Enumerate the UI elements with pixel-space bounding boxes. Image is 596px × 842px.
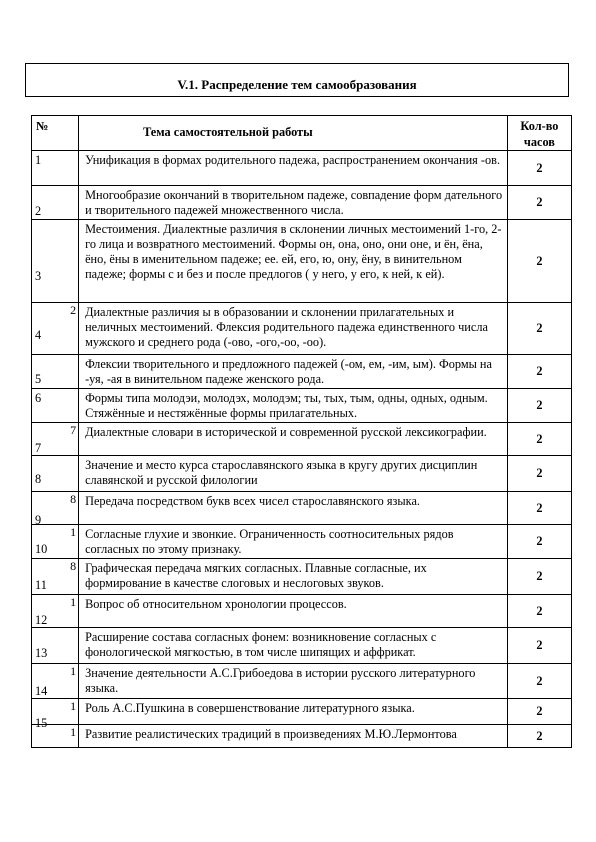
row-number-cell xyxy=(32,220,79,303)
topic-cell xyxy=(79,595,508,628)
topic-text: Формы типа молодэи, молодэх, молодэм; ты, тых, тым, одны, одных, одным. Стяжённые и нестяжённые формы прилагательных. xyxy=(85,391,488,420)
table-row xyxy=(32,525,572,559)
hours-cell: 2 xyxy=(507,664,571,699)
table-row xyxy=(32,699,572,725)
topic-cell xyxy=(79,303,508,355)
row-mark: 2 xyxy=(70,303,77,317)
topic-cell xyxy=(79,492,508,525)
hours-cell: 2 xyxy=(507,559,571,595)
header-topic: Тема самостоятельной работы xyxy=(79,116,508,151)
row-number: 1 xyxy=(35,153,42,167)
row-number-cell xyxy=(32,525,79,559)
row-number: 13 xyxy=(35,646,48,660)
topic-text: Согласные глухие и звонкие. Ограниченность соотносительных рядов согласных по этому признаку. xyxy=(85,527,454,556)
row-mark: 1 xyxy=(70,699,77,713)
topic-cell xyxy=(79,725,508,748)
table-row xyxy=(32,355,572,389)
topic-cell xyxy=(79,664,508,699)
topic-cell xyxy=(79,559,508,595)
topic-cell xyxy=(79,389,508,423)
table-row xyxy=(32,186,572,220)
row-mark: 1 xyxy=(70,595,77,609)
topic-cell xyxy=(79,423,508,456)
topic-text: Значение и место курса старославянского языка в кругу других дисциплин славянской и русской филологии xyxy=(85,458,478,487)
row-number: 3 xyxy=(35,269,42,283)
row-number: 6 xyxy=(35,391,42,405)
hours-cell: 2 xyxy=(507,492,571,525)
row-number-cell xyxy=(32,595,79,628)
table-row xyxy=(32,220,572,303)
row-number: 10 xyxy=(35,542,48,556)
row-number-cell xyxy=(32,456,79,492)
topic-cell xyxy=(79,220,508,303)
hours-cell: 2 xyxy=(507,725,571,748)
row-number: 4 xyxy=(35,328,42,342)
table-row xyxy=(32,628,572,664)
table-row xyxy=(32,559,572,595)
topic-text: Диалектные различия ы в образовании и склонении прилагательных и неличных местоимений. Флексия родительного падежа единственного числа мужского и среднего рода (-ово, -ого,-оо, -оо). xyxy=(85,305,488,349)
topic-text: Графическая передача мягких согласных. Плавные согласные, их формирование в качестве слоговых и неслоговых звуков. xyxy=(85,561,427,590)
table-row xyxy=(32,423,572,456)
topic-cell xyxy=(79,355,508,389)
topics-table xyxy=(31,115,572,748)
table-row xyxy=(32,456,572,492)
hours-cell: 2 xyxy=(507,525,571,559)
row-mark: 1 xyxy=(70,725,77,739)
hours-cell: 2 xyxy=(507,389,571,423)
row-mark: 1 xyxy=(70,525,77,539)
row-number-cell xyxy=(32,725,79,748)
topic-text: Значение деятельности А.С.Грибоедова в истории русского литературного языка. xyxy=(85,666,476,695)
row-number-cell xyxy=(32,628,79,664)
table-row xyxy=(32,595,572,628)
hours-cell: 2 xyxy=(507,423,571,456)
row-number-cell xyxy=(32,303,79,355)
row-number-cell xyxy=(32,186,79,220)
hours-cell: 2 xyxy=(507,456,571,492)
topic-cell xyxy=(79,186,508,220)
row-number-cell xyxy=(32,355,79,389)
hours-cell: 2 xyxy=(507,628,571,664)
table-header-row xyxy=(32,116,572,151)
topic-text: Развитие реалистических традиций в произведениях М.Ю.Лермонтова xyxy=(85,727,457,741)
hours-cell: 2 xyxy=(507,355,571,389)
hours-cell: 2 xyxy=(507,186,571,220)
page-title: V.1. Распределение тем самообразования xyxy=(177,77,417,92)
hours-cell: 2 xyxy=(507,151,571,186)
topic-text: Многообразие окончаний в творительном падеже, совпадение форм дательного и творительного падежей множественного числа. xyxy=(85,188,503,217)
hours-cell: 2 xyxy=(507,303,571,355)
table-row xyxy=(32,492,572,525)
row-number: 14 xyxy=(35,684,48,698)
row-number: 2 xyxy=(35,204,42,218)
row-mark: 1 xyxy=(70,664,77,678)
row-number: 8 xyxy=(35,472,42,486)
table-row xyxy=(32,303,572,355)
topic-text: Унификация в формах родительного падежа, распространением окончания -ов. xyxy=(85,153,501,167)
topic-cell xyxy=(79,628,508,664)
row-number-cell xyxy=(32,423,79,456)
topic-text: Вопрос об относительном хронологии процессов. xyxy=(85,597,347,611)
topic-text: Расширение состава согласных фонем: возникновение согласных с фонологической мягкостью, в том числе шипящих и аффрикат. xyxy=(85,630,437,659)
topic-text: Передача посредством букв всех чисел старославянского языка. xyxy=(85,494,420,508)
table-row xyxy=(32,389,572,423)
table-row xyxy=(32,664,572,699)
hours-cell: 2 xyxy=(507,595,571,628)
topic-text: Роль А.С.Пушкина в совершенствование литературного языка. xyxy=(85,701,415,715)
row-number: 11 xyxy=(35,578,47,592)
row-number-cell xyxy=(32,699,79,730)
table-row xyxy=(32,725,572,748)
hours-cell: 2 xyxy=(507,220,571,303)
table-row xyxy=(32,151,572,186)
topic-text: Диалектные словари в исторической и современной русской лексикографии. xyxy=(85,425,487,439)
row-mark: 8 xyxy=(70,559,77,573)
row-number: 5 xyxy=(35,372,42,386)
row-number-cell xyxy=(32,664,79,699)
header-num: № xyxy=(32,116,79,151)
row-number-cell xyxy=(32,389,79,423)
row-number: 12 xyxy=(35,613,48,627)
row-number: 15 xyxy=(35,716,48,730)
row-number-cell xyxy=(32,151,79,186)
topic-cell xyxy=(79,456,508,492)
topic-cell xyxy=(79,525,508,559)
row-number-cell xyxy=(32,559,79,595)
topic-text: Местоимения. Диалектные различия в склонении личных местоимений 1-го, 2-го лица и возвратного местоимений. Формы он, она, оно, они оне, и ён, ёна, ёно, ёны в именительном падеже; ее. ей, его, ю, ону, ёну, в винительном падеже; формы с и без и после предлогов ( у него, у его, к ней, к ей). xyxy=(85,222,502,281)
row-number: 7 xyxy=(35,441,42,455)
hours-cell: 2 xyxy=(507,699,571,725)
topic-cell xyxy=(79,699,508,725)
title-box xyxy=(25,63,569,97)
header-hours: Кол-во часов xyxy=(507,116,571,151)
row-number: 9 xyxy=(35,513,42,527)
topic-text: Флексии творительного и предложного падежей (-ом, ем, -им, ым). Формы на -уя, -ая в винительном падеже женского рода. xyxy=(85,357,492,386)
topic-cell xyxy=(79,151,508,186)
row-mark: 7 xyxy=(70,423,77,437)
row-mark: 8 xyxy=(70,492,77,506)
row-number-cell xyxy=(32,492,79,525)
